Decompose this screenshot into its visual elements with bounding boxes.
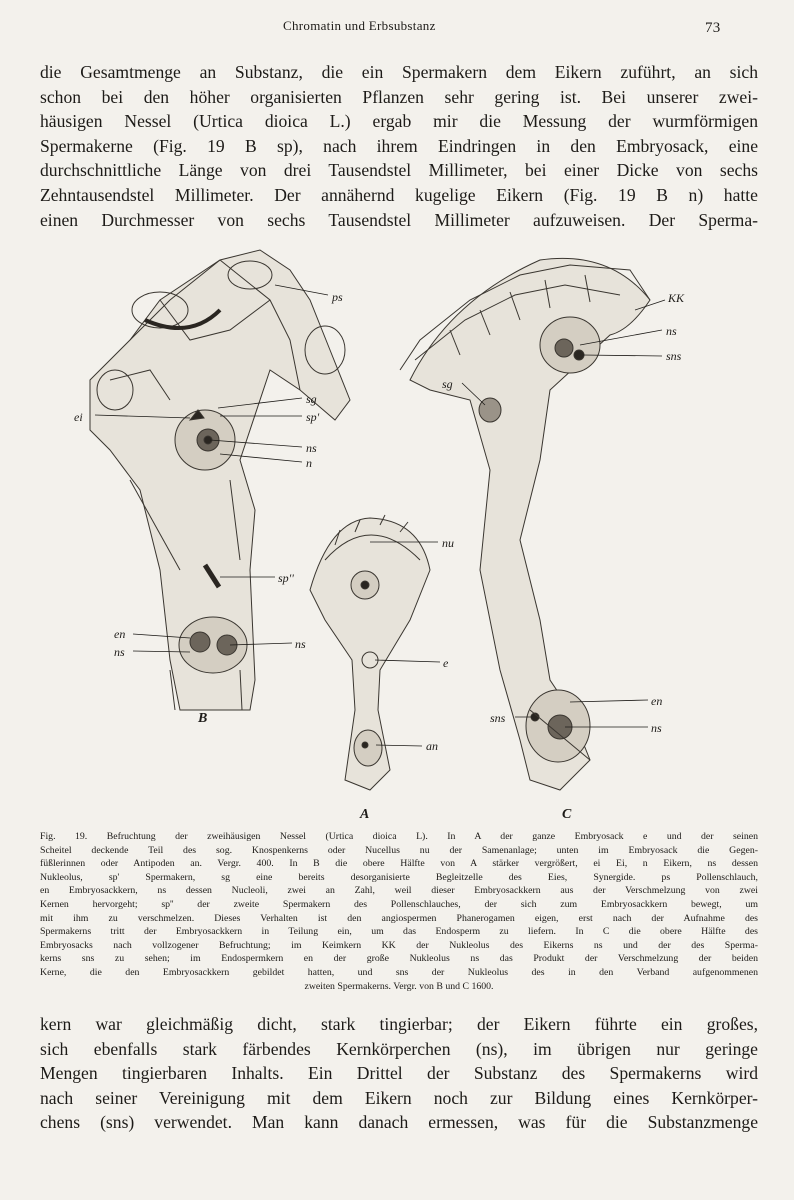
text-line: chens (sns) verwendet. Man kann danach ermessen, was für die Substanzmenge xyxy=(40,1112,758,1133)
figure-19 xyxy=(70,240,760,820)
caption-line: Spermakerns tritt der Embryosackkern in Teilung ein, um das Endosperm zu liefern. In C die obere Hälfte des xyxy=(40,926,758,938)
text-line: schon bei den höher organisierten Pflanzen sehr gering ist. Bei unserer zwei- xyxy=(40,86,758,107)
label-sg: sg xyxy=(442,377,453,391)
caption-line: Kernen hervorgeht; sp'' der zweite Spermakern des Pollenschlauches, der sich zum Embryosackkern bewegt, um xyxy=(40,898,758,910)
text-line: sich ebenfalls stark färbendes Kernkörperchen (ns), im übrigen nur geringe xyxy=(40,1038,758,1059)
label-ns: ns xyxy=(306,441,317,455)
text-line: einen Durchmesser von sechs Tausendstel Millimeter aufzuweisen. Der Sperma- xyxy=(40,209,758,230)
label-en: en xyxy=(114,627,126,641)
caption-line: Embryosacks nach vollzogener Befruchtung; im Keimkern KK der Nukleolus des Eikerns ns und der des Sperma- xyxy=(40,939,758,951)
text-line: Mengen tingierbaren Inhalts. Ein Drittel der Substanz des Spermakerns wird xyxy=(40,1063,758,1084)
label-ns: ns xyxy=(666,324,677,338)
text-line: kern war gleichmäßig dicht, stark tingierbar; der Eikern führte ein großes, xyxy=(40,1014,758,1034)
text-line: häusigen Nessel (Urtica dioica L.) ergab mir die Messung der wurmförmigen xyxy=(40,111,758,132)
label-sp2: sp'' xyxy=(278,571,294,585)
caption-line: füßlerinnen oder Antipoden an. Vergr. 400. In B die obere Hälfte von A stärker vergrößert, ei Ei, n Eikern, ns dessen xyxy=(40,858,758,870)
label-ns: ns xyxy=(295,637,306,651)
text-line: nach seiner Vereinigung mit dem Eikern noch zur Bildung eines Kernkörper- xyxy=(40,1087,758,1108)
caption-line: Kerne, die den Embryosackkern gebildet hatten, und sns der Nukleolus des in den Verband aufgenommenen xyxy=(40,966,758,978)
figure-caption xyxy=(40,830,758,993)
text-line: Zehntausendstel Millimeter. Der annähernd kugelige Eikern (Fig. 19 B n) hatte xyxy=(40,184,758,205)
label-e: e xyxy=(443,656,449,670)
top-paragraph xyxy=(40,60,758,232)
caption-line: zweiten Spermakerns. Vergr. von B und C 1600. xyxy=(304,980,494,992)
label-ei: ei xyxy=(74,410,83,424)
text-line: durchschnittliche Länge von drei Tausendstel Millimeter, bei einer Dicke von sechs xyxy=(40,160,758,181)
panel-c-drawing xyxy=(400,258,650,790)
label-ns: ns xyxy=(114,645,125,659)
caption-line: mit ihm zu verschmelzen. Dieses Verhalten ist den angiospermen Phanerogamen eigen, erst nach der Aufnahme des xyxy=(40,912,758,924)
panel-label-a: A xyxy=(360,807,370,820)
caption-line: Scheitel deckende Teil des sog. Knospenkerns oder Nucellus nu der Samenanlage; unten im Embryosack die Gegen- xyxy=(40,844,758,856)
label-ns: ns xyxy=(651,721,662,735)
caption-line: Fig. 19. Befruchtung der zweihäusigen Nessel (Urtica dioica L). In A der ganze Embryosack e und der seinen xyxy=(40,831,758,842)
label-en: en xyxy=(651,694,663,708)
label-kk: KK xyxy=(668,291,685,305)
page-number: 73 xyxy=(705,20,721,36)
label-sns: sns xyxy=(490,711,506,725)
label-ps: ps xyxy=(332,290,343,304)
label-sns: sns xyxy=(666,349,682,363)
running-title: Chromatin und Erbsubstanz xyxy=(283,18,436,33)
label-nu: nu xyxy=(442,536,454,550)
label-sp1: sp' xyxy=(306,410,320,424)
caption-line: kerns sns zu sehen; im Endospermkern en der große Nukleolus ns das Produkt der Verschmelzung der beiden xyxy=(40,953,758,965)
label-sg: sg xyxy=(306,392,317,406)
panel-label-c: C xyxy=(562,807,572,820)
text-line: Spermakerne (Fig. 19 B sp), nach ihrem Eindringen in den Embryosack, eine xyxy=(40,135,758,156)
figure-19-drawing xyxy=(70,240,760,820)
panel-a-drawing xyxy=(310,515,430,790)
panel-label-b: B xyxy=(198,711,208,726)
bottom-paragraph xyxy=(40,1012,758,1135)
caption-line: en Embryosackkern, ns dessen Nucleoli, zwei an Zahl, weil dieser Embryosackkern aus der Verschmelzung von zwei xyxy=(40,885,758,897)
caption-line: Nukleolus, sp' Spermakern, sg eine bereits desorganisierte Begleitzelle des Eies, Synergide. ps Pollenschlauch, xyxy=(40,871,758,883)
label-an: an xyxy=(426,739,438,753)
text-line: die Gesamtmenge an Substanz, die ein Spermakern dem Eikern zuführt, an sich xyxy=(40,62,758,82)
label-n: n xyxy=(306,456,312,470)
panel-b-drawing xyxy=(90,250,350,710)
